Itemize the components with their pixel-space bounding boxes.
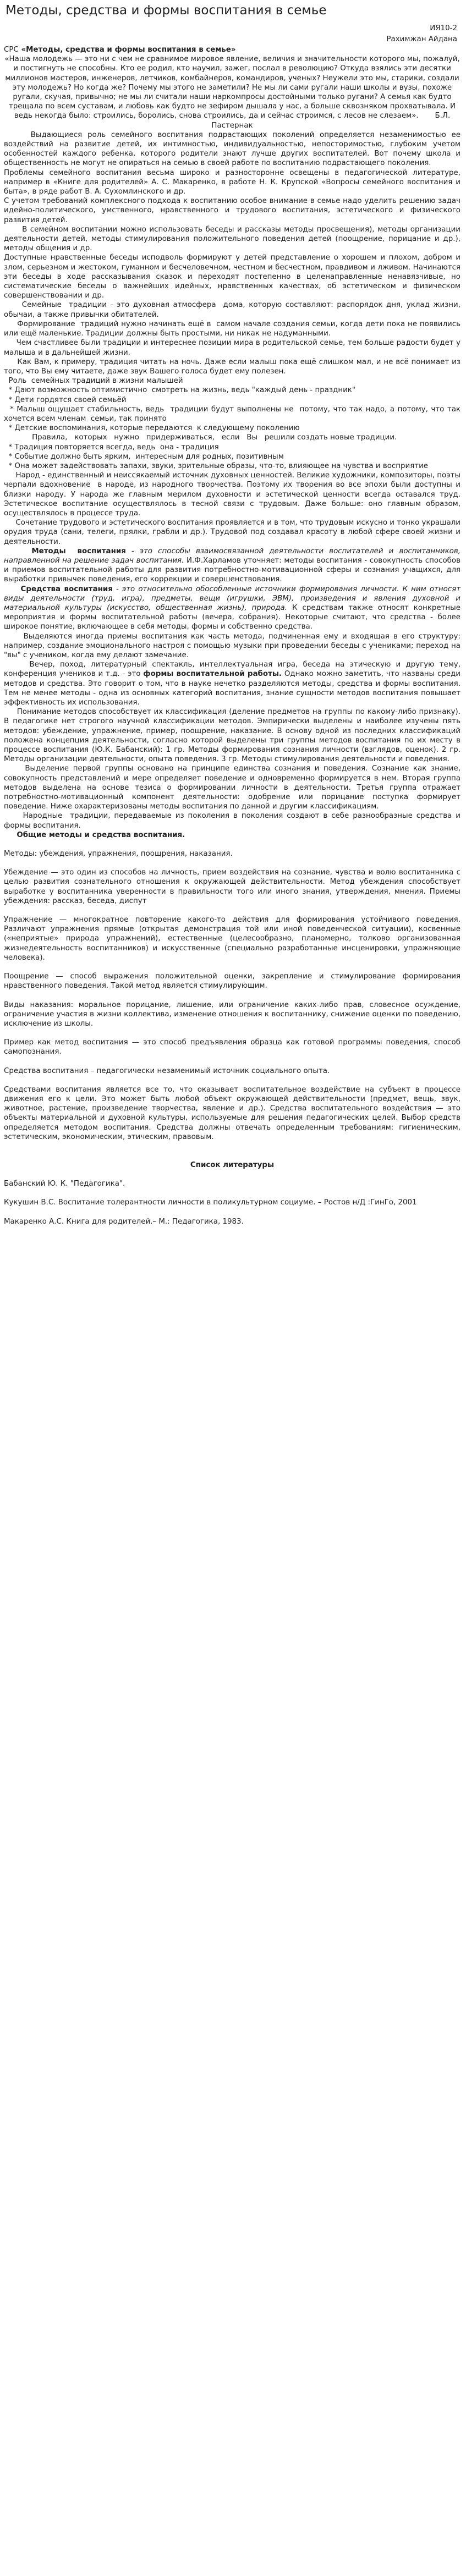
paragraph: Средствами воспитания является все то, что оказывает воспитательное воздействие на субъект в процессе движения его к цели. Это может быть любой объект окружающей действительности (предмет, вещь, звук, животное, растение, произведение творчества, явление и др.). Средства воспитательного воздействия — это объекты материальной и духовной культуры, используемые для решения педагогических целей. Выбор средств определяется методом воспитания. Средства должны отвечать определенным требованиям: гигиеническим, эстетическим, экономическим, этическим, правовым.	[4, 1085, 463, 1141]
heading-prefix: СРС	[4, 46, 19, 54]
term: Методы воспитания	[31, 547, 126, 555]
paragraph: Выделяются иногда приемы воспитания как часть метода, подчиненная ему и входящая в его структуру: например, создание эмоционального настроя с помощью музыки при проведении беседы с учениками; переход на "вы" с учеником, когда ему делают замечание.	[4, 632, 463, 659]
paragraph: Поощрение — способ выражения положительной оценки, закрепление и стимулирование формирования нравственного поведения. Такой метод является стимулирующим.	[4, 972, 463, 990]
paragraph: Кукушин В.С. Воспитание толерантности личности в поликультурном социуме. – Ростов н/Д :ГинГо, 2001	[4, 1198, 417, 1207]
paragraph: В семейном воспитании можно использовать беседы и рассказы методы просвещения), методы организации деятельности детей, методы стимулирования положительного поведения детей (поощрение, порицание и др.), методы общения и др.	[4, 225, 463, 253]
spacer	[4, 1142, 460, 1160]
assignment-heading	[4, 45, 460, 54]
term: Средства воспитания	[20, 585, 113, 593]
paragraph: * Детские воспоминания, которые передаются к следующему поколению	[4, 424, 300, 433]
paragraph: Как Вам, к примеру, традиция читать на ночь. Даже если малыш пока ещё слишком мал, и не всё понимает из того, что Вы ему читаете, даже звук Вашего голоса будет ему полезен.	[4, 357, 463, 376]
rest-text: И.Ф.Харламов уточняет: методы воспитания - совокупность способов и приемов воспитательной работы для развития потребностно-мотивационной сферы и сознания учащихся, для выработки привычек поведения, его коррекции и совершенствования.	[4, 556, 463, 584]
spacer	[4, 1057, 460, 1066]
heading-bold: «Методы, средства и формы воспитания в семье»	[18, 46, 236, 54]
spacer	[4, 962, 460, 972]
spacer	[4, 991, 460, 1000]
lead-text: Вечер, поход, литературный спектакль, интеллектуальная игра, беседа на этическую и другую тему, конференция учеников и т.д. - это	[4, 660, 463, 679]
paragraph: Пример как метод воспитания — это способ предъявления образца как готовой программы поведения, способ самопознания.	[4, 1038, 463, 1056]
paragraph: Средства воспитания – педагогически незаменимый источник социального опыта.	[4, 1066, 330, 1075]
paragraph: Проблемы семейного воспитания весьма широко и разносторонне освещены в педагогической литературе, например в «Книге для родителей» А. С. Макаренко, в работе Н. К. Крупской «Вопросы семейного воспитания и быта», в ряде работ В. А. Сухомлинского и др.	[4, 168, 463, 196]
paragraph: Понимание методов способствует их классификация (деление предметов на группы по какому-либо признаку). В педагогике нет строгого научной классификации методов. Эмпирически выделены и наиболее изучены пять методов: убеждение, упражнение, пример, поощрение, наказание. В основу одной из последних классификаций положена концепция деятельности, согласно которой выделены три группы методов воспитания по их месту в процессе воспитания (Ю.К. Бабанский): 1 гр. Методы формирования сознания личности (взглядов, оценок). 2 гр. Методы организации деятельности, опыта поведения. 3 гр. Методы стимулирования деятельности и поведения.	[4, 708, 463, 764]
spacer	[4, 858, 460, 868]
spacer	[4, 906, 460, 915]
paragraph: Выделение первой группы основано на принципе единства сознания и поведения. Сознание как знание, совокупность представлений и мере определяет поведение и одновременно формируется в нем. Вторая группа методов выделена на основе тезиса о формировании личности в деятельности. Третья группа отражает потребностно-мотивационный компонент деятельности: одобрение или порицание поступка формирует поведение. Ниже охарактеризованы методы воспитания по данной и другим классификациям.	[4, 764, 463, 811]
spacer	[4, 1076, 460, 1085]
paragraph: Сочетание трудового и эстетического воспитания проявляется и в том, что трудовым искусно и тонко украшали орудия труда (сани, телеги, прялки, грабли и др.). Трудовой под создавал красоту в любой сфере своей жизни и деятельности.	[4, 519, 463, 546]
meta-author: Рахимжан Айдана	[386, 35, 457, 43]
paragraph: Правила, которых нужно придерживаться, если Вы решили создать новые традиции.	[4, 433, 397, 442]
paragraph: * Малыш ощущает стабильность, ведь традиции будут выполнены не потому, что так надо, а потому, что так хочется всем членам семьи, так принято	[4, 405, 463, 423]
document-body	[4, 45, 465, 1226]
paragraph: Упражнение — многократное повторение какого-то действия для формирования устойчивого поведения. Различают упражнения прямые (открытая демонстрация той или иной поведенческой ситуации), косвенные («неприятые» природа упражнений), естественные (целесообразно, планомерно, толково организованная жизнедеятельность воспитанников) и искусственные (специально разработанные инсценировки, упражняющие человека).	[4, 916, 463, 962]
meta-class: ИЯ10-2	[430, 24, 457, 32]
references-heading: Список литературы	[190, 1160, 275, 1169]
lead-text	[4, 585, 21, 593]
term: формы воспитательной работы.	[143, 670, 282, 679]
spacer	[4, 1208, 460, 1217]
paragraph: Выдающиеся роль семейного воспитания подрастающих поколений определяется незаменимостью ее воздействий на развитие детей, их интимностью, индивидуальностью, непосторимостью, глубоким учетом особенностей каждого ребенка, которого родители знают лучше других воспитателей. Вот почему школа и общественность не могут не опираться на семью в своей работе по воспитанию подрастающего поколения.	[4, 130, 463, 168]
definition-paragraph	[4, 660, 463, 707]
paragraph: Народные традиции, передаваемые из поколения в поколения создают в себе разнообразные средства и формы воспитания.	[4, 812, 463, 830]
paragraph: * Традиция повторяется всегда, ведь она - традиция	[4, 443, 219, 452]
document-page	[0, 0, 466, 1226]
paragraph: * Событие должно быть ярким, интересным для родных, позитивным	[4, 452, 284, 461]
paragraph: Виды наказания: моральное порицание, лишение, или ограничение каких-либо прав, словесное осуждение, ограничение участия в жизни коллектива, изменение отношения к воспитаннику, снижение оценки по поведению, исключение из школы.	[4, 1000, 463, 1028]
definition: - это относительно обособленные источники формирования личности. К ним относят виды деятельности (труд, игра), предметы, вещи (игрушки, ЭВМ), произведения и явления духовной и материальной культуры (искусство, общественная жизнь), природа.	[4, 585, 463, 612]
paragraph: Доступные нравственные беседы исподволь формируют у детей представление о хорошем и плохом, добром и злом, серьезном и жестоком, гуманном и бесчеловечном, честном и бесчестном, правдивом и лживом. Начинаются эти беседы в ходе рассказывания сказок и переходят постепенно в целенаправленные ненавязчивые, но систематические беседы о важнейших идейных, нравственных качествах, об эстетическом и физическом совершенствовании и др.	[4, 254, 463, 300]
paragraph: * Она может задействовать запахи, звуки, зрительные образы, что-то, влияющее на чувства и восприятие	[4, 461, 429, 470]
spacer	[4, 1028, 460, 1038]
paragraph: Методы: убеждения, упражнения, поощрения, наказания.	[4, 850, 233, 858]
paragraph: Семейные традиции - это духовная атмосфера дома, которую составляют: распорядок дня, уклад жизни, обычаи, а также привычки обитателей.	[4, 301, 463, 319]
paragraph: * Дают возможность оптимистично смотреть на жизнь, ведь "каждый день - праздник"	[4, 386, 356, 395]
paragraph: Бабанский Ю. К. "Педагогика".	[4, 1180, 125, 1188]
epigraph: «Наша молодежь — это ни с чем не сравнимое мировое явление, величия и значительности которого мы, пожалуй, и постигнуть не способны. Кто ее родил, кто научил, зажег, послал в революцию? Откуда взялись эти десятки миллионов мастеров, инженеров, летчиков, комбайнеров, командиров, ученых? Неужели это мы, старики, создали эту молодежь? Но когда же? Почему мы этого не заметили? Не мы ли сами ругали наши школы и вузы, похоже ругали, скучая, привычно; не мы ли считали наши наркомпросы достойными только ругани? А семья как будто трещала по всем суставам, и любовь как будто не зефиром дышала у нас, а больше сквозняком прохватывала. И ведь некогда было: строились, боролись, снова строились, да и сейчас строимся, с лесов не слезаем». Б.Л. Пастернак	[4, 55, 462, 130]
paragraph: С учетом требований комплексного подхода к воспитанию особое внимание в семье надо уделить решению задач идейно-политического, умственного, нравственного и трудового воспитания, эстетического и физического развития детей.	[4, 197, 463, 224]
paragraph: Чем счастливее были традиции и интереснее позиции мира в родительской семье, тем больше радости будет у малыша и в дальнейшей жизни.	[4, 339, 465, 357]
rest-text: К средствам также относят конкретные мероприятия и формы воспитательной работы (вечера, собрания). Некоторые считают, что средства - более широкое понятие, включающее в себя методы, формы и собственно средства.	[4, 603, 463, 631]
lead-text	[4, 547, 31, 555]
rest-text: Однако можно заметить, что названы среди методов и средства. Это говорит о том, что в науке нечетко разделяются методы, средства и формы воспитания. Тем не менее методы - одна из основных категорий воспитания, знание сущности методов воспитания повышает эффективность их использования.	[4, 670, 463, 707]
section-heading-text: Общие методы и средства воспитания.	[4, 830, 185, 839]
section-heading	[4, 830, 460, 840]
paragraph: Роль семейных традиций в жизни малышей	[4, 377, 183, 386]
page-title: Методы, средства и формы воспитания в семье	[6, 3, 327, 18]
definition-paragraph	[4, 547, 463, 585]
paragraph: Формирование традиций нужно начинать ещё в самом начале создания семьи, когда дети пока не появились или ещё маленькие. Традиции должны быть простыми, ни никак не надуманными.	[4, 320, 463, 338]
definition-paragraph	[4, 585, 463, 632]
paragraph: * Дети гордятся своей семьёй	[4, 395, 127, 404]
paragraph: Убеждение — это один из способов на личность, прием воздействия на сознание, чувства и волю воспитанника с целью развития сознательного отношения к окружающей действительности. Метод убеждения способствует выработке у воспитанника уверенности в правильности того или иного знания, утверждения, мнения. Приемы убеждения: рассказ, беседа, диспут	[4, 868, 463, 905]
paragraph: Народ - единственный и неиссякаемый источник духовных ценностей. Великие художники, композиторы, поэты черпали вдохновение в народе, из народного творчества. Поэтому их творения во все эпохи были доступны и близки народу. У народа же главным мерилом духовности и эстетической ценности всегда оставался труд. Эстетическое воспитание осуществлялось в тесной связи с трудовым. Даже больше: оно главным образом, осуществлялось в процессе труда.	[4, 471, 463, 518]
spacer	[4, 840, 460, 849]
definition: - это способы взаимосвязанной деятельности воспитателей и воспитанников, направленной на решение задач воспитания.	[4, 547, 463, 565]
spacer	[4, 1170, 460, 1179]
spacer	[4, 1188, 460, 1198]
paragraph: Макаренко А.С. Книга для родителей.– М.: Педагогика, 1983.	[4, 1217, 244, 1226]
